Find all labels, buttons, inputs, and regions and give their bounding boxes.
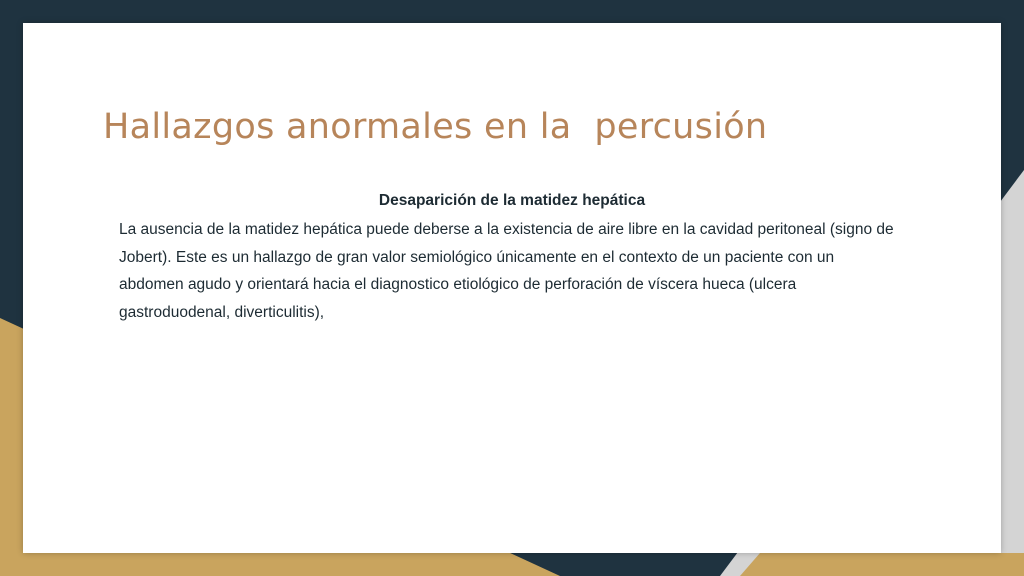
body-paragraph: La ausencia de la matidez hepática puede deberse a la existencia de aire libre en la cavidad peritoneal (signo de Jobert). Este es un hallazgo de gran valor semiológico únicamente en el contexto de un paciente con un abdomen agudo y orientará hacia el diagnostico etiológico de perforación de víscera hueca (ulcera gastroduodenal, diverticulitis),: [119, 221, 894, 321]
section-subheading: Desaparición de la matidez hepática: [378, 192, 646, 209]
gold-bottom-right-shape: [740, 553, 1024, 576]
slide-title: Hallazgos anormales en la percusión: [103, 107, 768, 147]
slide-content-card: [23, 23, 1001, 553]
